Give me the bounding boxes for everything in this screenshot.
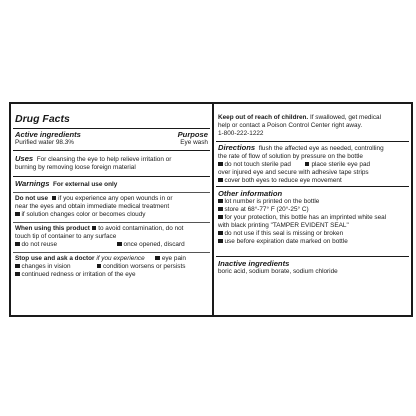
bullet-icon <box>218 162 223 167</box>
bullet-icon <box>218 215 223 220</box>
active-ingredients-section <box>15 130 208 147</box>
other-bullet5: use before expiration date marked on bottle <box>224 238 348 245</box>
stop-use-item2b: condition worsens or persists <box>103 263 186 270</box>
bullet-icon <box>218 207 223 212</box>
warnings-heading: Warnings <box>15 179 50 188</box>
purpose-text: Eye wash <box>180 139 208 146</box>
bullet-icon <box>218 178 223 183</box>
uses-text-line2: burning by removing loose foreign material <box>15 164 136 171</box>
other-information-heading: Other information <box>218 189 283 198</box>
when-using-line1: to avoid contamination, do not <box>98 225 184 232</box>
do-not-use-line1: if you experience any open wounds in or <box>58 195 173 202</box>
directions-line3: over injured eye and secure with adhesive tape strips <box>218 169 369 176</box>
bullet-icon <box>92 226 97 231</box>
when-using-line3a: do not reuse <box>21 241 58 248</box>
stop-use-if: if you experience <box>96 255 145 262</box>
poison-control-phone: 1-800-222-1222 <box>218 130 264 137</box>
uses-text-line1: For cleansing the eye to help relieve irritation or <box>36 156 172 163</box>
active-ingredient-text: Purified water 98.3% <box>15 139 74 146</box>
other-bullet3: for your protection, this bottle has an imprinted white seal <box>224 214 387 221</box>
directions-bullet1b: place sterile eye pad <box>311 161 371 168</box>
keep-out-line1: If swallowed, get medical <box>309 114 382 121</box>
other-line-tamper: with black printing "TAMPER EVIDENT SEAL" <box>218 222 349 229</box>
inactive-ingredients-text: boric acid, sodium borate, sodium chloride <box>218 268 338 275</box>
bullet-icon <box>15 242 20 247</box>
when-using-line3b: once opened, discard <box>123 241 185 248</box>
inactive-ingredients-heading: Inactive ingredients <box>218 259 290 268</box>
do-not-use-heading: Do not use <box>15 195 49 202</box>
keep-out-heading: Keep out of reach of children. <box>218 114 309 121</box>
warnings-section <box>15 179 208 189</box>
keep-out-section <box>218 114 407 138</box>
warnings-subheading: For external use only <box>53 181 118 188</box>
directions-section <box>218 143 407 185</box>
bullet-icon <box>218 239 223 244</box>
divider <box>216 141 409 142</box>
other-bullet1: lot number is printed on the bottle <box>224 198 320 205</box>
bullet-icon <box>15 212 20 217</box>
bullet-icon <box>218 231 223 236</box>
drug-facts-title: Drug Facts <box>15 113 70 125</box>
bullet-icon <box>155 256 160 261</box>
bullet-icon <box>15 272 20 277</box>
bullet-icon <box>218 199 223 204</box>
do-not-use-line2: near the eyes and obtain immediate medical treatment <box>15 203 170 210</box>
bullet-icon <box>305 162 310 167</box>
bullet-icon <box>117 242 122 247</box>
divider <box>13 222 210 223</box>
left-column <box>11 104 212 315</box>
bullet-icon <box>15 264 20 269</box>
directions-line2: the rate of flow of solution by pressure on the bottle <box>218 153 363 160</box>
stop-use-item3: continued redness or irritation of the eye <box>21 271 136 278</box>
inactive-ingredients-section <box>218 259 407 276</box>
divider <box>216 186 409 187</box>
divider <box>13 252 210 253</box>
bullet-icon <box>52 196 57 201</box>
purpose-heading: Purpose <box>177 130 208 139</box>
other-bullet4: do not use if this seal is missing or broken <box>224 230 344 237</box>
do-not-use-section <box>15 195 208 219</box>
stop-use-heading: Stop use and ask a doctor <box>15 255 95 262</box>
directions-bullet2: cover both eyes to reduce eye movement <box>224 177 342 184</box>
keep-out-line2: help or contact a Poison Control Center right away. <box>218 122 363 129</box>
stop-use-item1: eye pain <box>161 255 186 262</box>
do-not-use-line3: if solution changes color or becomes cloudy <box>21 211 146 218</box>
when-using-section <box>15 225 208 249</box>
active-ingredients-heading: Active ingredients <box>15 130 81 139</box>
divider <box>13 128 210 129</box>
other-bullet2: store at 68°-77° F (20°-25° C) <box>224 206 309 213</box>
when-using-heading: When using this product <box>15 225 90 232</box>
divider <box>13 150 210 151</box>
drug-facts-label <box>9 102 413 317</box>
divider <box>13 192 210 193</box>
when-using-line2: touch tip of container to any surface <box>15 233 117 240</box>
stop-use-section <box>15 255 208 279</box>
divider <box>13 176 210 177</box>
uses-section <box>15 154 208 172</box>
right-column <box>212 104 411 315</box>
uses-heading: Uses <box>15 154 34 163</box>
stop-use-item2a: changes in vision <box>21 263 71 270</box>
directions-line1: flush the affected eye as needed, controlling <box>258 145 384 152</box>
directions-heading: Directions <box>218 143 256 152</box>
other-information-section <box>218 189 407 246</box>
bullet-icon <box>97 264 102 269</box>
directions-bullet1a: do not touch sterile pad <box>224 161 291 168</box>
divider <box>216 256 409 257</box>
